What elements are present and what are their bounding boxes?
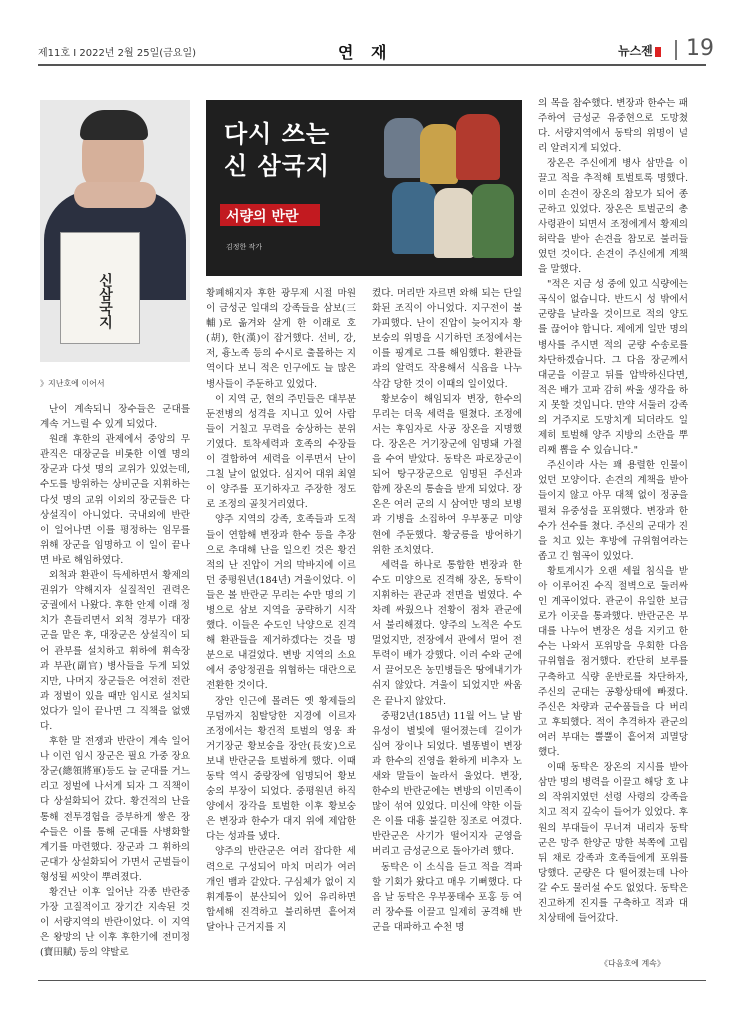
figure-illustration <box>384 118 424 178</box>
book-cover <box>60 232 140 344</box>
figure-illustration <box>434 188 474 258</box>
banner-author: 김정한 작가 <box>226 243 263 251</box>
paragraph: 황보숭이 해임되자 변장, 한수의 무리는 더욱 세력을 떨쳤다. 조정에서는 후임자로 사공 장온을 지명했다. 장온은 거기장군에 임명돼 가절을 수여 받았다. 동탁은 파로장군이 되어 탕구장군으로 임명된 주신과 함께 장온의 통솔을 받게 되었다. 장온은 여러 군의 시 삼여만 명의 보병과 기병을 소집하여 우부풍군 미양현에 주둔했다. 황궁릉을 방어하기 위한 조치였다. <box>372 393 522 556</box>
paragraph: 중평2년(185년) 11월 어느 날 밤 유성이 별빛에 떨어졌는데 길이가 십여 장이나 되었다. 별똥별이 변장과 한수의 진영을 환하게 비추자 노새와 말들이 놀라서 울었다. 변장, 한수의 반란군에는 변방의 이민족이 많이 섞여 있었다. 미신에 약한 이들은 이를 대흉 불길한 징조로 여겼다. 반란군은 사기가 떨어지자 군영을 버리고 금성군으로 돌아가려 했다. <box>372 710 522 858</box>
article-column-1 <box>40 402 190 960</box>
header-rule <box>38 64 706 66</box>
footer-rule <box>38 980 706 981</box>
article-column-3 <box>372 286 522 935</box>
header-divider <box>675 40 677 60</box>
paragraph: 주신이라 사는 꽤 용렬한 인물이었던 모양이다. 손견의 계책을 받아들이지 않고 아무 대책 없이 정공을 펼쳐 유중성을 포위했다. 변장과 한수가 선수를 쳤다. 주신의 군대가 진을 치고 있는 후방에 규위협여라는 좁고 긴 협곡이 있었다. <box>538 460 688 562</box>
author-hands <box>74 182 156 208</box>
article-column-2 <box>206 286 356 935</box>
paragraph: 외척과 환관이 득세하면서 황제의 권위가 약해지자 실질적인 권력은 궁궐에서 나왔다. 후한 안제 이래 정치가 흔들리면서 외척 경부가 대장군을 맡은 후, 대장군은 상설직이 되어 관부를 설치하고 휘하에 휘속장과 부관(副官) 병사들을 두게 되었지만, 나머지 장군들은 여전히 전란과 정벌이 있을 때만 임시로 설치되었다가 일이 끝나면 그 직책을 없앴다. <box>40 570 190 732</box>
paragraph: 장안 인근에 몰려든 옛 황제들의 무덤까지 침탈당한 지경에 이르자 조정에서는 황건적 토벌의 영웅 좌거기장군 황보숭을 장안(長安)으로 보내 반란군을 토벌하게 했다. 이때 동탁 역시 중랑장에 임명되어 황보숭의 부장이 되었다. 중평원년 하직양에서 장각을 토벌한 이후 황보숭은 변장과 한수가 대지 위에 제압한다는 성과를 냈다. <box>206 695 356 843</box>
section-title: 연 재 <box>338 43 393 62</box>
paragraph: 이 지역 군, 현의 주민들은 대부분 둔전병의 성격을 지니고 있어 사람들이 거칠고 무력을 숭상하는 분위기였다. 토착세력과 호족의 수장들이 결합하여 세력을 이루면서 난이 그칠 날이 없었다. 심지어 대위 최열이 양주를 포기하자고 주장한 정도로 조정의 골칫거리였다. <box>206 393 356 511</box>
figure-illustration <box>392 182 436 254</box>
brand-logo <box>618 42 661 59</box>
paragraph: 장온은 주신에게 병사 삼만을 이끌고 적을 추적해 토벌토록 명했다. 이미 손견이 장온의 참모가 되어 종군하고 있었다. 장온은 토벌군의 총사령관이 되면서 조정에게서 황제의 허락을 받아 손견을 참모로 불러들였던 것이다. 손견이 주신에게 계책을 말했다. <box>538 158 688 276</box>
paragraph: 난이 계속되니 장수들은 군대를 계속 거느릴 수 있게 되었다. <box>40 404 190 431</box>
banner-subtitle: 서량의 반란 <box>226 209 299 225</box>
article-column-4 <box>538 96 688 926</box>
author-photo <box>40 100 190 362</box>
book-title: 신삼국지 <box>97 273 113 329</box>
paragraph: 후한 말 전쟁과 반란이 계속 일어나 이런 임시 장군은 필요 가중 장요장군(總領將軍)등도 늘 군대를 거느리고 정벌에 나서게 되자 그 직책이 다 상설화되어 갔다. 황건적의 난을 통해 전투경험을 증부하게 쌓은 장수들은 이를 통해 군대를 사병화할 계기를 마련했다. 장군과 그 휘하의 군대가 상설화되어 가면서 군벌들이 형성될 씨앗이 뿌려졌다. <box>40 736 190 883</box>
figure-illustration <box>456 114 500 180</box>
banner-title-line2: 신 삼국지 <box>224 152 331 180</box>
brand-name: 뉴스젠 <box>618 44 653 58</box>
paragraph: 원래 후한의 관제에서 중앙의 무관직은 대장군을 비롯한 이엘 명의 장군과 다섯 명의 교위가 있었는데, 수도를 방위하는 상비군을 지휘하는 다섯 명의 교위 이외의 장군들은 다 상설직이 아니었다. 국내외에 반란이 일어나면 이를 평정하는 임무를 위해 장군을 임명하고 이 일이 끝나면 바로 해임하였다. <box>40 434 190 566</box>
figure-illustration <box>420 124 458 184</box>
series-banner <box>206 100 522 276</box>
paragraph: 이때 동탁은 장온의 지시를 받아 삼만 명의 병력을 이끌고 해당 호 냐의 작위지였던 선령 사령의 강족을 치고 적지 깊숙이 들어가 있었다. 후원의 부대들이 무너져 내리자 동탁군은 망주 한양군 망한 북쪽에 고립뒤 채로 강족과 호족들에게 포위를 당했다. 군량은 다 떨어졌는데 나아갈 수도 물러설 수도 없었다. 동탁은 진고하게 진지를 구축하고 적과 대치상태에 들어갔다. <box>538 762 688 925</box>
brand-mark-icon <box>655 47 661 57</box>
page-header <box>38 36 714 62</box>
author-hair <box>80 110 148 140</box>
paragraph: 의 목을 참수했다. 변장과 한수는 패주하여 금성군 유중현으로 도망쳤다. 서량지역에서 동탁의 위명이 널리 알려지게 되었다. <box>538 98 688 155</box>
paragraph: 세력을 하나로 통합한 변장과 한수도 미양으로 진격해 장온, 동탁이 지휘하는 관군과 전면을 벌였다. 수차례 싸웠으나 전황이 점차 관군에서 불리해졌다. 양주의 노적은 수도 멀었지만, 전장에서 관에서 멀어 전투력이 배가 강했다. 이러 수와 군에서 끌어모은 농민병들은 땅에내기가 쉬지 않았다. 겨울이 되었지만 싸움은 끝나지 않았다. <box>372 559 522 707</box>
paragraph: 양주의 반란군은 여러 잡다한 세력으로 구성되어 마치 머리가 여러 개인 뱀과 같았다. 구심체가 없이 지휘계통이 분산되어 있어 유리하면 합세해 진격하고 불리하면 흩어져 달아나 근거지를 지 <box>206 846 356 933</box>
issue-date: 제11호 I 2022년 2월 25일(금요일) <box>38 48 197 59</box>
paragraph: 황건난 이후 일어난 각종 반란중 가장 고질적이고 장기간 지속된 것이 서량지역의 반란이었다. 이 지역은 왕망의 난 이후 후한기에 전미정(寶田賦) 등의 약탈로 <box>40 887 190 959</box>
quote-paragraph: "적은 지금 성 중에 있고 식량에는 곡식이 없습니다. 반드시 성 밖에서 군량을 날라올 것이므로 적의 양도를 끊어야 합니다. 제에게 일만 명의 병사를 주시면 적의 군량 수송로를 차단하겠습니다. 그 다음 장군께서 대군을 이끌고 뒤를 압박하신다면, 적은 배가 고파 감히 싸울 생각을 하지 못할 것입니다. 만약 서둘러 강족의 거주지로 도망치게 되더라도 일제히 토벌해 양주 지방의 소란을 뿌리째 뽑을 수 있습니다." <box>538 279 688 457</box>
paragraph: 황토계시가 오랜 세월 침식을 받아 이루어진 수직 절벽으로 둘러싸인 계곡이었다. 관군이 유일한 보급로가 이곳을 통과했다. 반란군은 부대를 나누어 변장은 성을 지키고 한수는 나와서 포위망을 우회한 다음 규위협을 점거했다. 칸단히 보루를 구축하고 식량 운반로를 차단하자, 주신의 군대는 공황상태에 빠졌다. 주신은 차량과 군수품들을 다 버리고 후퇴했다. 적이 추격하자 관군의 여러 부대는 뿔뿔이 흩어져 괴멸당했다. <box>538 565 688 759</box>
figure-illustration <box>472 184 514 258</box>
page-number: 19 <box>686 36 714 61</box>
paragraph: 양주 지역의 강족, 호족들과 도적들이 연합해 변장과 한수 등을 추장으로 추대해 난을 일으킨 것은 황건적의 난 진압이 거의 막바지에 이르던 중평원년(184년) 겨울이었다. 이들은 볼 반란군 무리는 수만 명의 기병으로 삼보 지역을 공략하기 시작했다. 이들은 수도인 낙양으로 진격해 환관들을 제거하겠다는 것을 명분으로 내걸었다. 변방 지역의 소요에서 중앙정권을 위협하는 대란으로 전환한 것이다. <box>206 514 356 692</box>
paragraph: 황폐해지자 후한 광무제 시절 마원이 금성군 일대의 강족들을 삼보(三輔)로 옮겨와 살게 한 이래로 호(胡), 한(漢)이 잡거했다. 선비, 강, 저, 흉노족 등의 수시로 출몰하는 지역이다 보니 적은 인구에도 늘 많은 병사들이 주둔하고 있었다. <box>206 288 356 390</box>
banner-title-line1: 다시 쓰는 <box>224 120 331 148</box>
paragraph: 켰다. 머리만 자르면 와해 되는 단일화된 조직이 아니었다. 지구전이 불가피했다. 난이 진압이 늦어지자 황보숭의 위명을 시기하던 조정에서는 이를 핑계로 그를 해임했다. 환관들과의 알력도 작용해서 식읍을 나누 삭감 당한 것이 이때의 일이었다. <box>372 288 522 390</box>
continued-note: 《다음호에 계속》 <box>600 959 665 968</box>
paragraph: 동탁은 이 소식을 듣고 적을 격파할 기회가 왔다고 매우 기뻐했다. 다음 날 동탁은 우부풍태수 포홍 등 여러 장수를 이끌고 일제히 공격해 반군을 대파하고 수천 명 <box>372 861 522 933</box>
photo-caption: 》지난호에 이어서 <box>40 379 105 388</box>
